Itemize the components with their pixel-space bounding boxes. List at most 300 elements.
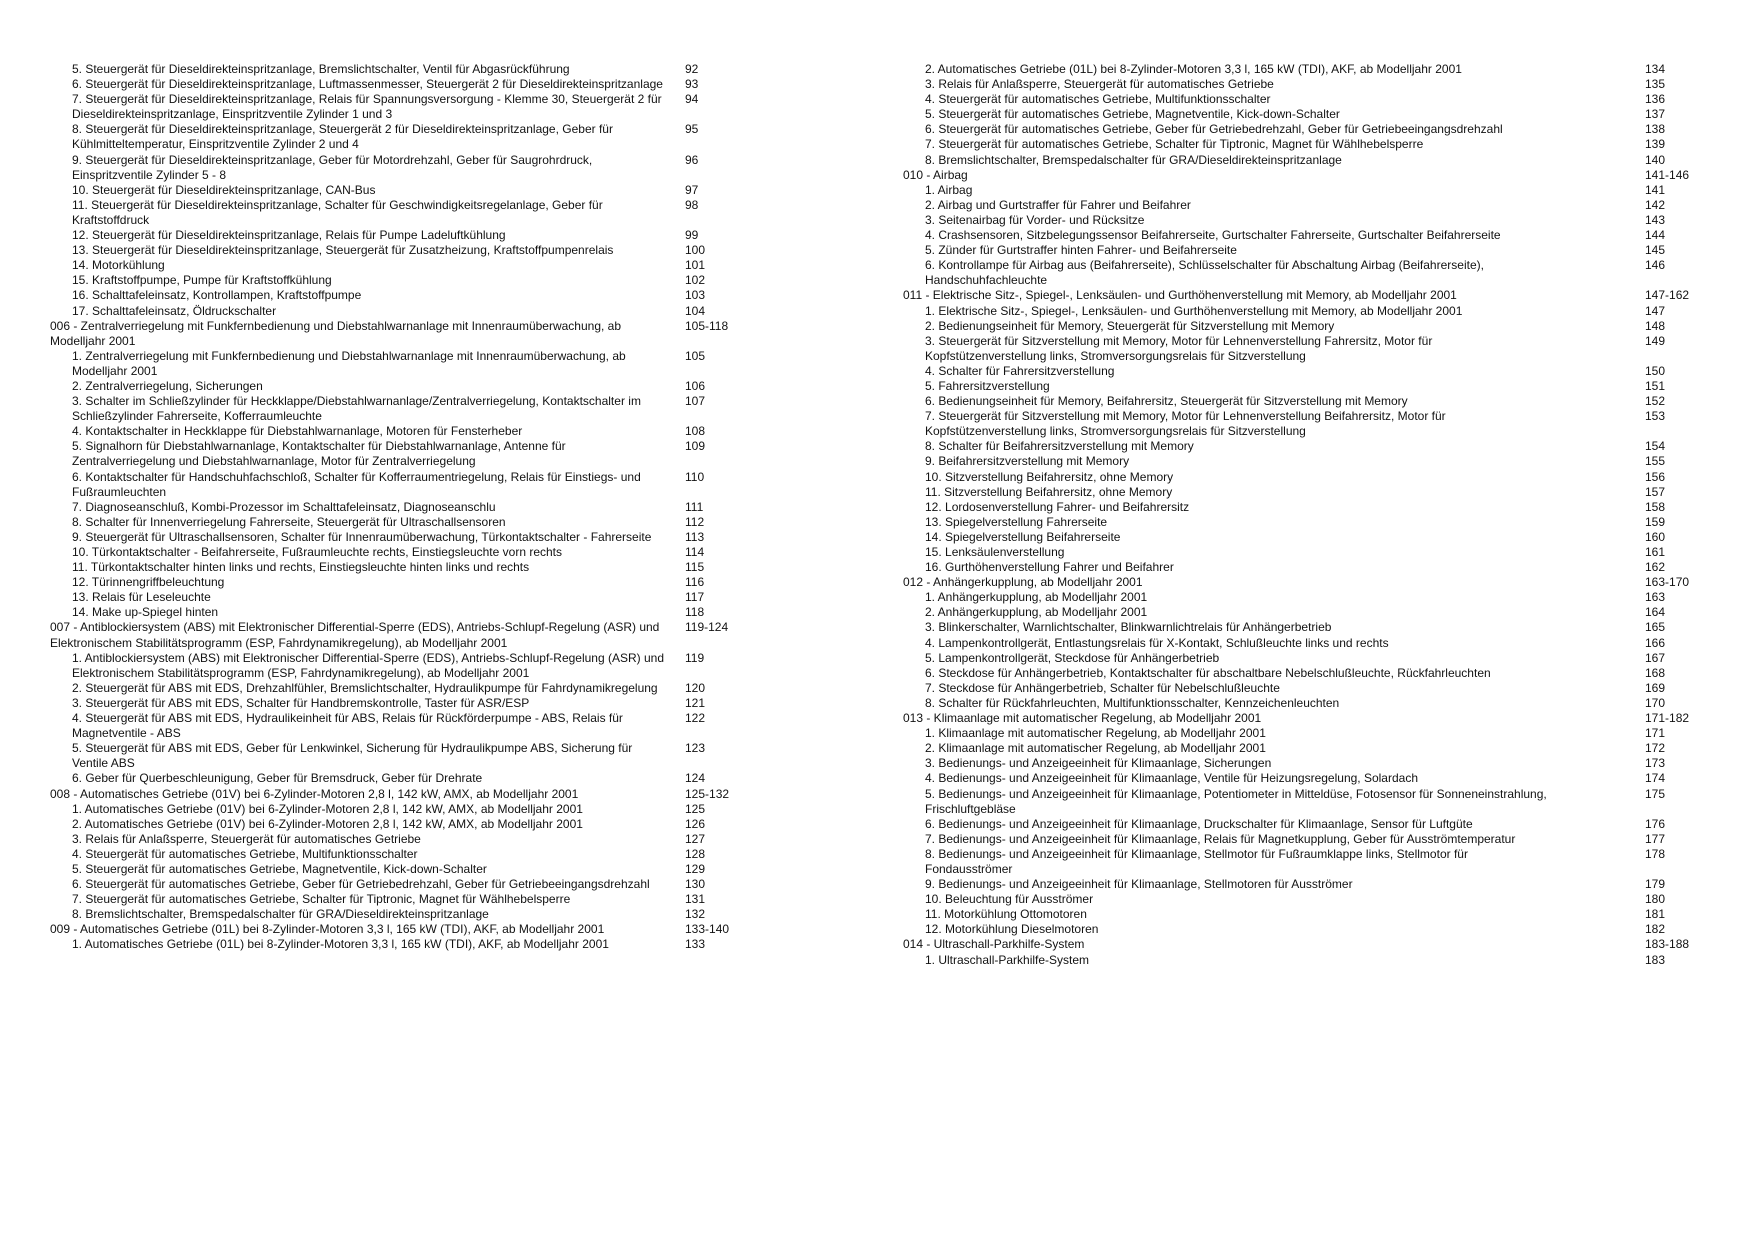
entry-page-number: 120 xyxy=(685,680,706,695)
entry-page-number: 168 xyxy=(1645,665,1666,680)
toc-item-row xyxy=(903,651,1715,666)
entry-title: 4. Lampenkontrollgerät, Entlastungsrelais für X-Kontakt, Schlußleuchte links und rechts xyxy=(925,635,1389,650)
entry-title: 008 - Automatisches Getriebe (01V) bei 6-Zylinder-Motoren 2,8 l, 142 kW, AMX, ab Modelljahr 2001 xyxy=(50,786,579,801)
toc-item-row xyxy=(903,379,1715,394)
entry-page-number: 107 xyxy=(685,394,706,409)
entry-page-number: 165 xyxy=(1645,620,1666,635)
entry-title: 5. Steuergerät für automatisches Getriebe, Magnetventile, Kick-down-Schalter xyxy=(72,861,487,876)
entry-page-number: 133-140 xyxy=(685,922,730,937)
entry-title: 3. Relais für Anlaßsperre, Steuergerät für automatisches Getriebe xyxy=(925,77,1274,92)
entry-title: 3. Blinkerschalter, Warnlichtschalter, Blinkwarnlichtrelais für Anhängerbetrieb xyxy=(925,620,1332,635)
entry-title: 4. Steuergerät für automatisches Getriebe, Multifunktionsschalter xyxy=(925,92,1271,107)
toc-item-row xyxy=(50,937,755,952)
toc-item-row xyxy=(50,198,755,228)
toc-item-row xyxy=(50,802,755,817)
toc-item-row xyxy=(50,243,755,258)
entry-page-number: 147 xyxy=(1645,303,1666,318)
entry-page-number: 158 xyxy=(1645,499,1666,514)
entry-page-number: 102 xyxy=(685,273,706,288)
toc-item-row xyxy=(903,756,1715,771)
entry-title: 9. Steuergerät für Dieseldirekteinspritzanlage, Geber für Motordrehzahl, Geber für Saugrohrdruck, Einspritzventile Zylinder 5 - 8 xyxy=(72,152,593,182)
entry-title: 1. Anhängerkupplung, ab Modelljahr 2001 xyxy=(925,590,1148,605)
entry-page-number: 156 xyxy=(1645,469,1666,484)
entry-title: 007 - Antiblockiersystem (ABS) mit Elektronischer Differential-Sperre (EDS), Antriebs-Schlupf-Regelung (ASR) und Elektronischem Stabilitätsprogramm (ESP, Fahrdynamikregelung), ab Modelljahr 2001 xyxy=(50,620,660,650)
entry-title: 8. Steuergerät für Dieseldirekteinspritzanlage, Steuergerät 2 für Dieseldirekteinspritzanlage, Geber für Kühlmitteltemperatur, Einspritzventile Zylinder 2 und 4 xyxy=(72,122,613,152)
toc-item-row xyxy=(50,892,755,907)
entry-page-number: 115 xyxy=(685,560,705,575)
entry-title: 6. Steuergerät für Dieseldirekteinspritzanlage, Luftmassenmesser, Steuergerät 2 für Dieseldirekteinspritzanlage xyxy=(72,77,663,92)
toc-item-row xyxy=(903,243,1715,258)
entry-page-number: 142 xyxy=(1645,197,1666,212)
toc-item-row xyxy=(903,454,1715,469)
entry-title: 9. Beifahrersitzverstellung mit Memory xyxy=(925,454,1130,469)
toc-item-row xyxy=(903,530,1715,545)
toc-item-row xyxy=(903,953,1715,968)
toc-item-row xyxy=(903,726,1715,741)
entry-title: 4. Bedienungs- und Anzeigeeinheit für Klimaanlage, Ventile für Heizungsregelung, Solardach xyxy=(925,771,1418,786)
entry-page-number: 173 xyxy=(1645,756,1666,771)
toc-item-row xyxy=(50,379,755,394)
entry-page-number: 154 xyxy=(1645,439,1666,454)
entry-page-number: 150 xyxy=(1645,363,1666,378)
entry-page-number: 117 xyxy=(685,590,705,605)
toc-item-row xyxy=(903,122,1715,137)
entry-page-number: 92 xyxy=(685,62,699,76)
toc-item-row xyxy=(903,213,1715,228)
entry-title: 10. Türkontaktschalter - Beifahrerseite, Fußraumleuchte rechts, Einstiegsleuchte vorn rechts xyxy=(72,545,563,559)
entry-title: 4. Steuergerät für ABS mit EDS, Hydraulikeinheit für ABS, Relais für Rückförderpumpe - ABS, Relais für Magnetventile - ABS xyxy=(72,711,623,741)
entry-page-number: 166 xyxy=(1645,635,1666,650)
entry-page-number: 148 xyxy=(1645,318,1666,333)
entry-page-number: 163 xyxy=(1645,590,1666,605)
entry-title: 8. Bedienungs- und Anzeigeeinheit für Klimaanlage, Stellmotor für Fußraumklappe links, Stellmotor für Fondausströmer xyxy=(925,846,1468,876)
toc-item-row xyxy=(903,560,1715,575)
entry-title: 10. Beleuchtung für Ausströmer xyxy=(925,892,1094,907)
entry-page-number: 132 xyxy=(685,907,706,922)
toc-item-row xyxy=(903,515,1715,530)
toc-item-row xyxy=(50,62,755,77)
entry-title: 6. Steuergerät für automatisches Getriebe, Geber für Getriebedrehzahl, Geber für Getriebeeingangsdrehzahl xyxy=(72,877,650,892)
entry-page-number: 130 xyxy=(685,877,706,892)
toc-item-row xyxy=(903,922,1715,937)
toc-item-row xyxy=(50,545,755,560)
entry-title: 1. Elektrische Sitz-, Spiegel-, Lenksäulen- und Gurthöhenverstellung mit Memory, ab Modelljahr 2001 xyxy=(925,303,1463,318)
entry-title: 11. Sitzverstellung Beifahrersitz, ohne Memory xyxy=(925,484,1173,499)
entry-title: 2. Automatisches Getriebe (01V) bei 6-Zylinder-Motoren 2,8 l, 142 kW, AMX, ab Modelljahr 2001 xyxy=(72,816,583,831)
toc-item-row xyxy=(903,92,1715,107)
toc-item-row xyxy=(50,288,755,303)
entry-page-number: 118 xyxy=(685,605,705,620)
entry-title: 1. Automatisches Getriebe (01V) bei 6-Zylinder-Motoren 2,8 l, 142 kW, AMX, ab Modelljahr 2001 xyxy=(72,801,583,816)
toc-item-row xyxy=(903,470,1715,485)
entry-title: 15. Lenksäulenverstellung xyxy=(925,545,1065,559)
toc-section-row xyxy=(903,575,1715,590)
entry-page-number: 113 xyxy=(685,529,705,544)
entry-title: 8. Bremslichtschalter, Bremspedalschalter für GRA/Dieseldirekteinspritzanlage xyxy=(925,152,1342,167)
toc-item-row xyxy=(50,153,755,183)
entry-title: 13. Relais für Leseleuchte xyxy=(72,590,211,605)
entry-page-number: 141 xyxy=(1645,182,1666,197)
toc-item-row xyxy=(50,877,755,892)
toc-item-row xyxy=(903,485,1715,500)
toc-item-row xyxy=(903,77,1715,92)
entry-title: 12. Motorkühlung Dieselmotoren xyxy=(925,922,1099,937)
entry-title: 6. Steckdose für Anhängerbetrieb, Kontaktschalter für abschaltbare Nebelschlußleuchte, Rückfahrleuchten xyxy=(925,665,1491,680)
toc-item-row xyxy=(50,273,755,288)
entry-title: 006 - Zentralverriegelung mit Funkfernbedienung und Diebstahlwarnanlage mit Innenraumüberwachung, ab Modelljahr 2001 xyxy=(50,318,622,348)
toc-column-left xyxy=(50,62,755,953)
entry-title: 2. Klimaanlage mit automatischer Regelung, ab Modelljahr 2001 xyxy=(925,741,1266,756)
entry-title: 5. Zünder für Gurtstraffer hinten Fahrer- und Beifahrerseite xyxy=(925,243,1237,258)
entry-title: 6. Steuergerät für automatisches Getriebe, Geber für Getriebedrehzahl, Geber für Getriebeeingangsdrehzahl xyxy=(925,122,1503,137)
toc-item-row xyxy=(903,319,1715,334)
entry-title: 5. Lampenkontrollgerät, Steckdose für Anhängerbetrieb xyxy=(925,650,1220,665)
toc-item-row xyxy=(50,862,755,877)
entry-page-number: 146 xyxy=(1645,258,1666,273)
toc-item-row xyxy=(50,651,755,681)
entry-page-number: 157 xyxy=(1645,484,1666,499)
entry-title: 6. Kontaktschalter für Handschuhfachschloß, Schalter für Kofferraumentriegelung, Relais für Einstiegs- und Fußraumleuchten xyxy=(72,469,641,499)
entry-title: 14. Spiegelverstellung Beifahrerseite xyxy=(925,529,1121,544)
toc-item-row xyxy=(903,183,1715,198)
entry-page-number: 111 xyxy=(685,499,704,514)
entry-page-number: 103 xyxy=(685,288,706,303)
toc-item-row xyxy=(50,711,755,741)
toc-item-row xyxy=(50,394,755,424)
entry-page-number: 133 xyxy=(685,937,706,952)
toc-item-row xyxy=(50,77,755,92)
toc-item-row xyxy=(903,636,1715,651)
entry-title: 14. Make up-Spiegel hinten xyxy=(72,605,219,620)
entry-title: 5. Steuergerät für automatisches Getriebe, Magnetventile, Kick-down-Schalter xyxy=(925,107,1340,122)
entry-title: 13. Steuergerät für Dieseldirekteinspritzanlage, Steuergerät für Zusatzheizung, Kraftstoffpumpenrelais xyxy=(72,243,614,258)
entry-page-number: 105 xyxy=(685,348,706,363)
entry-title: 16. Schalttafeleinsatz, Kontrollampen, Kraftstoffpumpe xyxy=(72,288,362,303)
entry-title: 6. Kontrollampe für Airbag aus (Beifahrerseite), Schlüsselschalter für Abschaltung Airbag (Beifahrerseite), Handschuhfachleuchte xyxy=(925,258,1484,288)
entry-page-number: 155 xyxy=(1645,454,1666,469)
entry-page-number: 95 xyxy=(685,122,699,137)
entry-page-number: 93 xyxy=(685,77,699,92)
entry-title: 2. Automatisches Getriebe (01L) bei 8-Zylinder-Motoren 3,3 l, 165 kW (TDI), AKF, ab Modelljahr 2001 xyxy=(925,62,1462,76)
toc-item-row xyxy=(903,847,1715,877)
toc-item-row xyxy=(50,696,755,711)
entry-page-number: 177 xyxy=(1645,831,1666,846)
entry-page-number: 134 xyxy=(1645,62,1666,76)
entry-page-number: 159 xyxy=(1645,514,1666,529)
toc-item-row xyxy=(903,787,1715,817)
entry-title: 7. Steckdose für Anhängerbetrieb, Schalter für Nebelschlußleuchte xyxy=(925,680,1280,695)
entry-title: 13. Spiegelverstellung Fahrerseite xyxy=(925,514,1108,529)
entry-title: 5. Bedienungs- und Anzeigeeinheit für Klimaanlage, Potentiometer in Mitteldüse, Fotosensor für Sonneneinstrahlung, Frischluftgebläse xyxy=(925,786,1547,816)
entry-title: 11. Steuergerät für Dieseldirekteinspritzanlage, Schalter für Geschwindigkeitsregelanlage, Geber für Kraftstoffdruck xyxy=(72,197,603,227)
entry-page-number: 105-118 xyxy=(685,318,729,333)
toc-item-row xyxy=(50,681,755,696)
toc-item-row xyxy=(50,470,755,500)
toc-item-row xyxy=(903,409,1715,439)
entry-page-number: 145 xyxy=(1645,243,1666,258)
toc-item-row xyxy=(903,258,1715,288)
toc-item-row xyxy=(903,394,1715,409)
toc-item-row xyxy=(50,122,755,152)
entry-page-number: 135 xyxy=(1645,77,1666,92)
toc-section-row xyxy=(903,168,1715,183)
entry-page-number: 171-182 xyxy=(1645,711,1690,726)
entry-title: 12. Steuergerät für Dieseldirekteinspritzanlage, Relais für Pumpe Ladeluftkühlung xyxy=(72,228,506,243)
toc-item-row xyxy=(50,183,755,198)
entry-page-number: 125 xyxy=(685,801,706,816)
entry-title: 3. Steuergerät für Sitzverstellung mit Memory, Motor für Lehnenverstellung Fahrersitz, Motor für Kopfstützenverstellung links, Stromversorgungsrelais für Sitzverstellung xyxy=(925,333,1433,363)
entry-page-number: 167 xyxy=(1645,650,1666,665)
entry-page-number: 122 xyxy=(685,711,706,726)
entry-title: 2. Zentralverriegelung, Sicherungen xyxy=(72,378,263,393)
entry-title: 3. Schalter im Schließzylinder für Heckklappe/Diebstahlwarnanlage/Zentralverriegelung, Kontaktschalter im Schließzylinder Fahrerseite, Kofferraumleuchte xyxy=(72,394,641,424)
toc-item-row xyxy=(50,228,755,243)
entry-page-number: 110 xyxy=(685,469,705,484)
entry-page-number: 129 xyxy=(685,861,706,876)
entry-page-number: 143 xyxy=(1645,212,1666,227)
entry-title: 17. Schalttafeleinsatz, Öldruckschalter xyxy=(72,303,277,318)
entry-page-number: 182 xyxy=(1645,922,1666,937)
entry-page-number: 174 xyxy=(1645,771,1666,786)
entry-title: 12. Türinnengriffbeleuchtung xyxy=(72,575,225,590)
entry-page-number: 147-162 xyxy=(1645,288,1690,303)
entry-title: 009 - Automatisches Getriebe (01L) bei 8-Zylinder-Motoren 3,3 l, 165 kW (TDI), AKF, ab Modelljahr 2001 xyxy=(50,922,605,937)
entry-title: 5. Signalhorn für Diebstahlwarnanlage, Kontaktschalter für Diebstahlwarnanlage, Antenne für Zentralverriegelung und Diebstahlwarnanlage, Motor für Zentralverriegelung xyxy=(72,439,566,469)
entry-title: 3. Seitenairbag für Vorder- und Rücksitze xyxy=(925,212,1145,227)
entry-title: 2. Airbag und Gurtstraffer für Fahrer und Beifahrer xyxy=(925,197,1191,212)
entry-page-number: 162 xyxy=(1645,560,1666,575)
entry-page-number: 160 xyxy=(1645,529,1666,544)
entry-title: 8. Schalter für Beifahrersitzverstellung mit Memory xyxy=(925,439,1194,454)
entry-page-number: 139 xyxy=(1645,137,1666,152)
toc-item-row xyxy=(50,741,755,771)
toc-item-row xyxy=(50,424,755,439)
entry-title: 4. Schalter für Fahrersitzverstellung xyxy=(925,363,1115,378)
toc-section-row xyxy=(903,288,1715,303)
entry-title: 1. Klimaanlage mit automatischer Regelung, ab Modelljahr 2001 xyxy=(925,726,1266,741)
entry-title: 5. Steuergerät für ABS mit EDS, Geber für Lenkwinkel, Sicherung für Hydraulikpumpe ABS, Sicherung für Ventile ABS xyxy=(72,741,633,771)
entry-title: 8. Schalter für Rückfahrleuchten, Multifunktionsschalter, Kennzeichenleuchten xyxy=(925,695,1340,710)
entry-page-number: 109 xyxy=(685,439,706,454)
toc-item-row xyxy=(903,590,1715,605)
entry-page-number: 171 xyxy=(1645,726,1666,741)
toc-item-row xyxy=(50,847,755,862)
toc-item-row xyxy=(50,530,755,545)
entry-title: 3. Bedienungs- und Anzeigeeinheit für Klimaanlage, Sicherungen xyxy=(925,756,1272,771)
toc-item-row xyxy=(903,198,1715,213)
entry-title: 1. Automatisches Getriebe (01L) bei 8-Zylinder-Motoren 3,3 l, 165 kW (TDI), AKF, ab Modelljahr 2001 xyxy=(72,937,609,952)
entry-page-number: 119 xyxy=(685,650,705,665)
toc-item-row xyxy=(903,817,1715,832)
entry-title: 7. Diagnoseanschluß, Kombi-Prozessor im Schalttafeleinsatz, Diagnoseanschlu xyxy=(72,499,496,514)
entry-page-number: 136 xyxy=(1645,92,1666,107)
toc-item-row xyxy=(903,892,1715,907)
toc-item-row xyxy=(50,771,755,786)
entry-page-number: 183-188 xyxy=(1645,937,1690,952)
entry-title: 7. Steuergerät für Dieseldirekteinspritzanlage, Relais für Spannungsversorgung - Klemme 30, Steuergerät 2 für Dieseldirekteinspritzanlage, Einspritzventile Zylinder 1 und 3 xyxy=(72,92,662,122)
toc-section-row xyxy=(50,922,755,937)
entry-page-number: 138 xyxy=(1645,122,1666,137)
entry-title: 7. Steuergerät für Sitzverstellung mit Memory, Motor für Lehnenverstellung Beifahrersitz, Motor für Kopfstützenverstellung links, Stromversorgungsrelais für Sitzverstellung xyxy=(925,409,1446,439)
entry-page-number: 161 xyxy=(1645,545,1666,559)
toc-item-row xyxy=(903,696,1715,711)
entry-title: 1. Ultraschall-Parkhilfe-System xyxy=(925,952,1090,967)
toc-item-row xyxy=(903,666,1715,681)
entry-page-number: 116 xyxy=(685,575,705,590)
entry-page-number: 163-170 xyxy=(1645,575,1690,590)
entry-title: 11. Türkontaktschalter hinten links und rechts, Einstiegsleuchte hinten links und rechts xyxy=(72,560,530,575)
entry-page-number: 183 xyxy=(1645,952,1666,967)
toc-item-row xyxy=(903,771,1715,786)
entry-page-number: 121 xyxy=(685,695,706,710)
entry-page-number: 128 xyxy=(685,846,706,861)
entry-title: 6. Bedienungseinheit für Memory, Beifahrersitz, Steuergerät für Sitzverstellung mit Memory xyxy=(925,394,1408,409)
entry-title: 12. Lordosenverstellung Fahrer- und Beifahrersitz xyxy=(925,499,1190,514)
entry-title: 11. Motorkühlung Ottomotoren xyxy=(925,907,1087,922)
toc-item-row xyxy=(50,515,755,530)
entry-title: 013 - Klimaanlage mit automatischer Regelung, ab Modelljahr 2001 xyxy=(903,711,1262,726)
toc-item-row xyxy=(903,364,1715,379)
entry-title: 10. Steuergerät für Dieseldirekteinspritzanlage, CAN-Bus xyxy=(72,182,376,197)
toc-item-row xyxy=(903,500,1715,515)
entry-page-number: 172 xyxy=(1645,741,1666,756)
entry-title: 7. Bedienungs- und Anzeigeeinheit für Klimaanlage, Relais für Magnetkupplung, Geber für Ausströmtemperatur xyxy=(925,831,1516,846)
entry-title: 9. Steuergerät für Ultraschallsensoren, Schalter für Innenraumüberwachung, Türkontaktschalter - Fahrerseite xyxy=(72,529,652,544)
entry-title: 8. Bremslichtschalter, Bremspedalschalter für GRA/Dieseldirekteinspritzanlage xyxy=(72,907,489,922)
entry-page-number: 98 xyxy=(685,197,699,212)
toc-item-row xyxy=(903,439,1715,454)
entry-title: 4. Crashsensoren, Sitzbelegungssensor Beifahrerseite, Gurtschalter Fahrerseite, Gurtschalter Beifahrerseite xyxy=(925,228,1501,243)
entry-page-number: 123 xyxy=(685,741,706,756)
toc-item-row xyxy=(903,107,1715,122)
entry-page-number: 151 xyxy=(1645,378,1666,393)
toc-item-row xyxy=(50,560,755,575)
entry-title: 7. Steuergerät für automatisches Getriebe, Schalter für Tiptronic, Magnet für Wählhebelsperre xyxy=(925,137,1424,152)
entry-title: 3. Steuergerät für ABS mit EDS, Schalter für Handbremskontrolle, Taster für ASR/ESP xyxy=(72,695,530,710)
entry-title: 1. Antiblockiersystem (ABS) mit Elektronischer Differential-Sperre (EDS), Antriebs-Schlupf-Regelung (ASR) und Elektronischem Stabilitätsprogramm (ESP, Fahrdynamikregelung), ab Modelljahr 2001 xyxy=(72,650,665,680)
entry-page-number: 131 xyxy=(685,892,706,907)
entry-page-number: 170 xyxy=(1645,695,1666,710)
toc-section-row xyxy=(50,319,755,349)
entry-title: 1. Airbag xyxy=(925,182,973,197)
entry-title: 4. Steuergerät für automatisches Getriebe, Multifunktionsschalter xyxy=(72,846,418,861)
entry-title: 16. Gurthöhenverstellung Fahrer und Beifahrer xyxy=(925,560,1174,575)
toc-column-right xyxy=(903,62,1715,968)
entry-page-number: 141-146 xyxy=(1645,167,1690,182)
entry-title: 2. Bedienungseinheit für Memory, Steuergerät für Sitzverstellung mit Memory xyxy=(925,318,1335,333)
toc-item-row xyxy=(903,877,1715,892)
toc-item-row xyxy=(903,545,1715,560)
entry-title: 6. Geber für Querbeschleunigung, Geber für Bremsdruck, Geber für Drehrate xyxy=(72,771,483,786)
entry-page-number: 124 xyxy=(685,771,706,786)
toc-item-row xyxy=(903,304,1715,319)
entry-page-number: 94 xyxy=(685,92,699,107)
entry-title: 9. Bedienungs- und Anzeigeeinheit für Klimaanlage, Stellmotoren für Ausströmer xyxy=(925,877,1353,892)
toc-item-row xyxy=(50,500,755,515)
entry-page-number: 104 xyxy=(685,303,706,318)
toc-item-row xyxy=(50,605,755,620)
toc-item-row xyxy=(903,137,1715,152)
toc-section-row xyxy=(50,787,755,802)
entry-title: 3. Relais für Anlaßsperre, Steuergerät für automatisches Getriebe xyxy=(72,831,421,846)
entry-page-number: 99 xyxy=(685,228,699,243)
entry-page-number: 144 xyxy=(1645,228,1666,243)
toc-item-row xyxy=(50,817,755,832)
entry-page-number: 152 xyxy=(1645,394,1666,409)
entry-page-number: 149 xyxy=(1645,333,1666,348)
entry-title: 8. Schalter für Innenverriegelung Fahrerseite, Steuergerät für Ultraschallsensoren xyxy=(72,514,506,529)
entry-title: 2. Anhängerkupplung, ab Modelljahr 2001 xyxy=(925,605,1148,620)
toc-item-row xyxy=(50,590,755,605)
toc-item-row xyxy=(903,741,1715,756)
entry-page-number: 179 xyxy=(1645,877,1666,892)
entry-title: 4. Kontaktschalter in Heckklappe für Diebstahlwarnanlage, Motoren für Fensterheber xyxy=(72,424,523,439)
entry-page-number: 114 xyxy=(685,545,705,559)
toc-item-row xyxy=(50,92,755,122)
toc-item-row xyxy=(50,304,755,319)
entry-page-number: 127 xyxy=(685,831,706,846)
toc-item-row xyxy=(50,907,755,922)
entry-title: 14. Motorkühlung xyxy=(72,258,165,273)
entry-page-number: 119-124 xyxy=(685,620,729,635)
toc-item-row xyxy=(50,439,755,469)
toc-section-row xyxy=(903,937,1715,952)
entry-page-number: 176 xyxy=(1645,816,1666,831)
toc-item-row xyxy=(50,349,755,379)
entry-title: 7. Steuergerät für automatisches Getriebe, Schalter für Tiptronic, Magnet für Wählhebelsperre xyxy=(72,892,571,907)
toc-item-row xyxy=(50,575,755,590)
entry-title: 15. Kraftstoffpumpe, Pumpe für Kraftstoffkühlung xyxy=(72,273,332,288)
entry-page-number: 180 xyxy=(1645,892,1666,907)
entry-title: 1. Zentralverriegelung mit Funkfernbedienung und Diebstahlwarnanlage mit Innenraumüberwachung, ab Modelljahr 2001 xyxy=(72,348,626,378)
toc-item-row xyxy=(903,334,1715,364)
entry-page-number: 175 xyxy=(1645,786,1666,801)
toc-item-row xyxy=(903,681,1715,696)
entry-title: 2. Steuergerät für ABS mit EDS, Drehzahlfühler, Bremslichtschalter, Hydraulikpumpe für Fahrdynamikregelung xyxy=(72,680,658,695)
toc-section-row xyxy=(50,620,755,650)
toc-section-row xyxy=(903,711,1715,726)
entry-page-number: 126 xyxy=(685,816,706,831)
toc-item-row xyxy=(903,832,1715,847)
toc-item-row xyxy=(903,605,1715,620)
entry-page-number: 178 xyxy=(1645,846,1666,861)
entry-page-number: 140 xyxy=(1645,152,1666,167)
entry-page-number: 106 xyxy=(685,378,706,393)
entry-title: 014 - Ultraschall-Parkhilfe-System xyxy=(903,937,1085,952)
entry-page-number: 181 xyxy=(1645,907,1666,922)
entry-page-number: 100 xyxy=(685,243,706,258)
entry-page-number: 97 xyxy=(685,182,699,197)
toc-item-row xyxy=(903,907,1715,922)
entry-page-number: 164 xyxy=(1645,605,1666,620)
toc-item-row xyxy=(50,832,755,847)
entry-page-number: 153 xyxy=(1645,409,1666,424)
entry-page-number: 125-132 xyxy=(685,786,730,801)
toc-item-row xyxy=(903,62,1715,77)
entry-title: 5. Fahrersitzverstellung xyxy=(925,378,1050,393)
entry-title: 012 - Anhängerkupplung, ab Modelljahr 2001 xyxy=(903,575,1143,590)
entry-page-number: 101 xyxy=(685,258,706,273)
entry-page-number: 96 xyxy=(685,152,699,167)
entry-title: 6. Bedienungs- und Anzeigeeinheit für Klimaanlage, Druckschalter für Klimaanlage, Sensor für Luftgüte xyxy=(925,816,1473,831)
toc-item-row xyxy=(903,228,1715,243)
entry-title: 5. Steuergerät für Dieseldirekteinspritzanlage, Bremslichtschalter, Ventil für Abgasrückführung xyxy=(72,62,570,76)
entry-page-number: 169 xyxy=(1645,680,1666,695)
toc-item-row xyxy=(50,258,755,273)
toc-item-row xyxy=(903,153,1715,168)
entry-page-number: 137 xyxy=(1645,107,1666,122)
entry-title: 010 - Airbag xyxy=(903,167,968,182)
